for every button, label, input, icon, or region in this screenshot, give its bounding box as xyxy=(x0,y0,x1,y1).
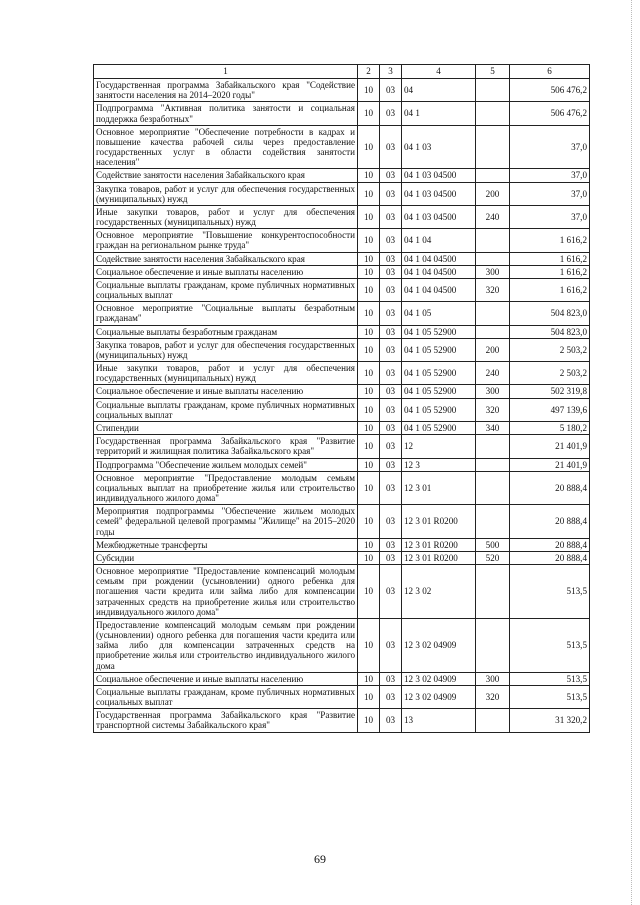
header-col-2: 2 xyxy=(358,65,380,79)
row-expense-type: 240 xyxy=(476,362,510,385)
row-amount: 513,5 xyxy=(510,565,590,619)
row-section: 10 xyxy=(358,102,380,125)
row-name: Социальное обеспечение и иные выплаты населению xyxy=(94,265,358,278)
row-section: 10 xyxy=(358,551,380,564)
page-edge xyxy=(630,0,632,905)
header-col-5: 5 xyxy=(476,65,510,79)
row-section: 10 xyxy=(358,618,380,672)
table-row xyxy=(94,471,590,505)
row-expense-type: 320 xyxy=(476,278,510,301)
row-target-code: 12 3 01 R0200 xyxy=(402,551,476,564)
row-expense-type xyxy=(476,79,510,102)
row-target-code: 04 1 05 xyxy=(402,302,476,325)
row-section: 10 xyxy=(358,435,380,458)
table-row xyxy=(94,325,590,338)
table-row xyxy=(94,125,590,169)
row-amount: 504 823,0 xyxy=(510,325,590,338)
table-row xyxy=(94,685,590,708)
row-expense-type xyxy=(476,505,510,539)
row-subsection: 03 xyxy=(380,302,402,325)
row-name: Социальные выплаты гражданам, кроме публичных нормативных социальных выплат xyxy=(94,685,358,708)
row-amount: 506 476,2 xyxy=(510,79,590,102)
row-expense-type xyxy=(476,618,510,672)
row-target-code: 12 3 xyxy=(402,458,476,471)
row-expense-type xyxy=(476,471,510,505)
row-amount: 1 616,2 xyxy=(510,229,590,252)
row-target-code: 04 1 04 xyxy=(402,229,476,252)
row-name: Стипендии xyxy=(94,421,358,434)
table-row xyxy=(94,102,590,125)
row-section: 10 xyxy=(358,565,380,619)
row-amount: 37,0 xyxy=(510,182,590,205)
table-row xyxy=(94,385,590,398)
row-subsection: 03 xyxy=(380,229,402,252)
row-section: 10 xyxy=(358,338,380,361)
row-name: Подпрограмма "Активная политика занятости и социальная поддержка безработных" xyxy=(94,102,358,125)
row-expense-type xyxy=(476,458,510,471)
row-target-code: 12 3 02 04909 xyxy=(402,685,476,708)
row-subsection: 03 xyxy=(380,471,402,505)
table-row xyxy=(94,618,590,672)
table-row xyxy=(94,435,590,458)
row-expense-type xyxy=(476,169,510,182)
row-subsection: 03 xyxy=(380,252,402,265)
row-subsection: 03 xyxy=(380,685,402,708)
table-row xyxy=(94,169,590,182)
row-target-code: 12 3 01 R0200 xyxy=(402,505,476,539)
row-amount: 502 319,8 xyxy=(510,385,590,398)
row-expense-type: 200 xyxy=(476,338,510,361)
row-amount: 20 888,4 xyxy=(510,538,590,551)
row-target-code: 12 3 01 R0200 xyxy=(402,538,476,551)
row-section: 10 xyxy=(358,278,380,301)
row-name: Основное мероприятие "Предоставление компенсаций молодым семьям при рождении (усыновлении) одного ребенка для погашения части кредита или займа либо для компенсации затраченных средств на приобретение жилья или строительство индивидуального жилого дома" xyxy=(94,565,358,619)
row-subsection: 03 xyxy=(380,538,402,551)
row-subsection: 03 xyxy=(380,102,402,125)
row-subsection: 03 xyxy=(380,338,402,361)
row-section: 10 xyxy=(358,229,380,252)
row-target-code: 12 3 01 xyxy=(402,471,476,505)
row-section: 10 xyxy=(358,672,380,685)
row-expense-type: 520 xyxy=(476,551,510,564)
row-expense-type xyxy=(476,125,510,169)
row-section: 10 xyxy=(358,421,380,434)
row-name: Закупка товаров, работ и услуг для обеспечения государственных (муниципальных) нужд xyxy=(94,182,358,205)
row-subsection: 03 xyxy=(380,125,402,169)
row-subsection: 03 xyxy=(380,362,402,385)
row-target-code: 04 xyxy=(402,79,476,102)
row-subsection: 03 xyxy=(380,458,402,471)
row-amount: 513,5 xyxy=(510,672,590,685)
row-amount: 20 888,4 xyxy=(510,551,590,564)
row-section: 10 xyxy=(358,252,380,265)
row-amount: 1 616,2 xyxy=(510,265,590,278)
header-col-6: 6 xyxy=(510,65,590,79)
row-amount: 20 888,4 xyxy=(510,505,590,539)
row-name: Социальные выплаты гражданам, кроме публичных нормативных социальных выплат xyxy=(94,398,358,421)
row-expense-type: 200 xyxy=(476,182,510,205)
row-expense-type: 320 xyxy=(476,398,510,421)
table-row xyxy=(94,79,590,102)
row-section: 10 xyxy=(358,505,380,539)
row-name: Государственная программа Забайкальского края "Развитие транспортной системы Забайкальского края" xyxy=(94,709,358,732)
row-expense-type xyxy=(476,302,510,325)
row-amount: 20 888,4 xyxy=(510,471,590,505)
row-name: Иные закупки товаров, работ и услуг для обеспечения государственных (муниципальных) нужд xyxy=(94,362,358,385)
row-subsection: 03 xyxy=(380,672,402,685)
row-section: 10 xyxy=(358,685,380,708)
row-expense-type xyxy=(476,565,510,619)
row-name: Подпрограмма "Обеспечение жильем молодых семей" xyxy=(94,458,358,471)
table-row xyxy=(94,565,590,619)
row-expense-type xyxy=(476,325,510,338)
row-target-code: 04 1 05 52900 xyxy=(402,325,476,338)
row-section: 10 xyxy=(358,302,380,325)
page-number: 69 xyxy=(314,852,326,866)
row-name: Мероприятия подпрограммы "Обеспечение жильем молодых семей" федеральной целевой программы "Жилище" на 2015–2020 годы xyxy=(94,505,358,539)
table-body xyxy=(94,79,590,733)
table-header-row xyxy=(94,65,590,79)
row-expense-type xyxy=(476,435,510,458)
row-target-code: 04 1 05 52900 xyxy=(402,362,476,385)
row-section: 10 xyxy=(358,458,380,471)
row-target-code: 04 1 xyxy=(402,102,476,125)
row-amount: 504 823,0 xyxy=(510,302,590,325)
row-expense-type: 320 xyxy=(476,685,510,708)
row-name: Иные закупки товаров, работ и услуг для обеспечения государственных (муниципальных) нужд xyxy=(94,205,358,228)
row-target-code: 12 3 02 04909 xyxy=(402,618,476,672)
row-expense-type: 500 xyxy=(476,538,510,551)
row-subsection: 03 xyxy=(380,618,402,672)
row-amount: 37,0 xyxy=(510,125,590,169)
row-name: Основное мероприятие "Повышение конкурентоспособности граждан на региональном рынке труда" xyxy=(94,229,358,252)
row-target-code: 04 1 03 04500 xyxy=(402,205,476,228)
row-amount: 31 320,2 xyxy=(510,709,590,732)
table-row xyxy=(94,182,590,205)
table-row xyxy=(94,538,590,551)
row-name: Социальное обеспечение и иные выплаты населению xyxy=(94,385,358,398)
row-subsection: 03 xyxy=(380,505,402,539)
row-subsection: 03 xyxy=(380,565,402,619)
row-amount: 5 180,2 xyxy=(510,421,590,434)
row-amount: 513,5 xyxy=(510,618,590,672)
table-row xyxy=(94,338,590,361)
row-section: 10 xyxy=(358,125,380,169)
row-target-code: 13 xyxy=(402,709,476,732)
row-section: 10 xyxy=(358,538,380,551)
row-subsection: 03 xyxy=(380,169,402,182)
row-target-code: 04 1 05 52900 xyxy=(402,338,476,361)
row-expense-type: 300 xyxy=(476,265,510,278)
row-subsection: 03 xyxy=(380,205,402,228)
row-subsection: 03 xyxy=(380,385,402,398)
row-section: 10 xyxy=(358,709,380,732)
row-section: 10 xyxy=(358,471,380,505)
row-section: 10 xyxy=(358,362,380,385)
row-name: Межбюджетные трансферты xyxy=(94,538,358,551)
table-row xyxy=(94,505,590,539)
row-amount: 506 476,2 xyxy=(510,102,590,125)
row-subsection: 03 xyxy=(380,278,402,301)
row-target-code: 04 1 05 52900 xyxy=(402,398,476,421)
row-name: Закупка товаров, работ и услуг для обеспечения государственных (муниципальных) нужд xyxy=(94,338,358,361)
budget-table xyxy=(93,64,590,733)
table-row xyxy=(94,252,590,265)
row-name: Государственная программа Забайкальского края "Развитие территорий и жилищная политика Забайкальского края" xyxy=(94,435,358,458)
row-name: Содействие занятости населения Забайкальского края xyxy=(94,169,358,182)
row-subsection: 03 xyxy=(380,421,402,434)
row-target-code: 12 3 02 04909 xyxy=(402,672,476,685)
table-row xyxy=(94,205,590,228)
row-expense-type xyxy=(476,229,510,252)
row-subsection: 03 xyxy=(380,325,402,338)
row-target-code: 04 1 04 04500 xyxy=(402,265,476,278)
row-expense-type xyxy=(476,709,510,732)
row-amount: 2 503,2 xyxy=(510,338,590,361)
row-amount: 513,5 xyxy=(510,685,590,708)
row-target-code: 04 1 05 52900 xyxy=(402,421,476,434)
row-subsection: 03 xyxy=(380,398,402,421)
row-name: Основное мероприятие "Социальные выплаты безработным гражданам" xyxy=(94,302,358,325)
row-name: Государственная программа Забайкальского края "Содействие занятости населения на 2014–2020 годы" xyxy=(94,79,358,102)
row-section: 10 xyxy=(358,182,380,205)
row-target-code: 12 3 02 xyxy=(402,565,476,619)
row-expense-type xyxy=(476,102,510,125)
row-name: Содействие занятости населения Забайкальского края xyxy=(94,252,358,265)
row-name: Субсидии xyxy=(94,551,358,564)
row-expense-type xyxy=(476,252,510,265)
row-section: 10 xyxy=(358,398,380,421)
row-expense-type: 300 xyxy=(476,385,510,398)
row-target-code: 12 xyxy=(402,435,476,458)
row-target-code: 04 1 04 04500 xyxy=(402,278,476,301)
row-subsection: 03 xyxy=(380,709,402,732)
table-row xyxy=(94,458,590,471)
table-row xyxy=(94,709,590,732)
row-section: 10 xyxy=(358,325,380,338)
row-target-code: 04 1 04 04500 xyxy=(402,252,476,265)
row-target-code: 04 1 03 xyxy=(402,125,476,169)
row-amount: 1 616,2 xyxy=(510,278,590,301)
row-target-code: 04 1 03 04500 xyxy=(402,182,476,205)
row-amount: 2 503,2 xyxy=(510,362,590,385)
table-row xyxy=(94,302,590,325)
row-target-code: 04 1 05 52900 xyxy=(402,385,476,398)
row-amount: 21 401,9 xyxy=(510,458,590,471)
row-name: Социальные выплаты безработным гражданам xyxy=(94,325,358,338)
row-subsection: 03 xyxy=(380,265,402,278)
table-row xyxy=(94,672,590,685)
row-expense-type: 240 xyxy=(476,205,510,228)
row-amount: 1 616,2 xyxy=(510,252,590,265)
row-name: Социальные выплаты гражданам, кроме публичных нормативных социальных выплат xyxy=(94,278,358,301)
row-section: 10 xyxy=(358,265,380,278)
header-col-1: 1 xyxy=(94,65,358,79)
row-section: 10 xyxy=(358,385,380,398)
row-expense-type: 340 xyxy=(476,421,510,434)
row-name: Социальное обеспечение и иные выплаты населению xyxy=(94,672,358,685)
header-col-4: 4 xyxy=(402,65,476,79)
row-section: 10 xyxy=(358,169,380,182)
row-target-code: 04 1 03 04500 xyxy=(402,169,476,182)
table-row xyxy=(94,278,590,301)
row-name: Основное мероприятие "Обеспечение потребности в кадрах и повышение качества рабочей силы через предоставление государственных услуг в области содействия занятости населения" xyxy=(94,125,358,169)
row-subsection: 03 xyxy=(380,182,402,205)
row-subsection: 03 xyxy=(380,79,402,102)
row-amount: 37,0 xyxy=(510,169,590,182)
table-row xyxy=(94,551,590,564)
table-row xyxy=(94,398,590,421)
row-section: 10 xyxy=(358,79,380,102)
table-row xyxy=(94,229,590,252)
row-subsection: 03 xyxy=(380,435,402,458)
table-row xyxy=(94,265,590,278)
row-name: Основное мероприятие "Предоставление молодым семьям социальных выплат на приобретение жилья или строительство индивидуального жилого дома" xyxy=(94,471,358,505)
row-amount: 37,0 xyxy=(510,205,590,228)
table-row xyxy=(94,421,590,434)
row-expense-type: 300 xyxy=(476,672,510,685)
row-section: 10 xyxy=(358,205,380,228)
header-col-3: 3 xyxy=(380,65,402,79)
table-row xyxy=(94,362,590,385)
row-subsection: 03 xyxy=(380,551,402,564)
row-amount: 21 401,9 xyxy=(510,435,590,458)
row-amount: 497 139,6 xyxy=(510,398,590,421)
row-name: Предоставление компенсаций молодым семьям при рождении (усыновлении) одного ребенка для погашения части кредита или займа либо для компенсации затраченных средств на приобретение жилья или строительство индивидуального жилого дома xyxy=(94,618,358,672)
